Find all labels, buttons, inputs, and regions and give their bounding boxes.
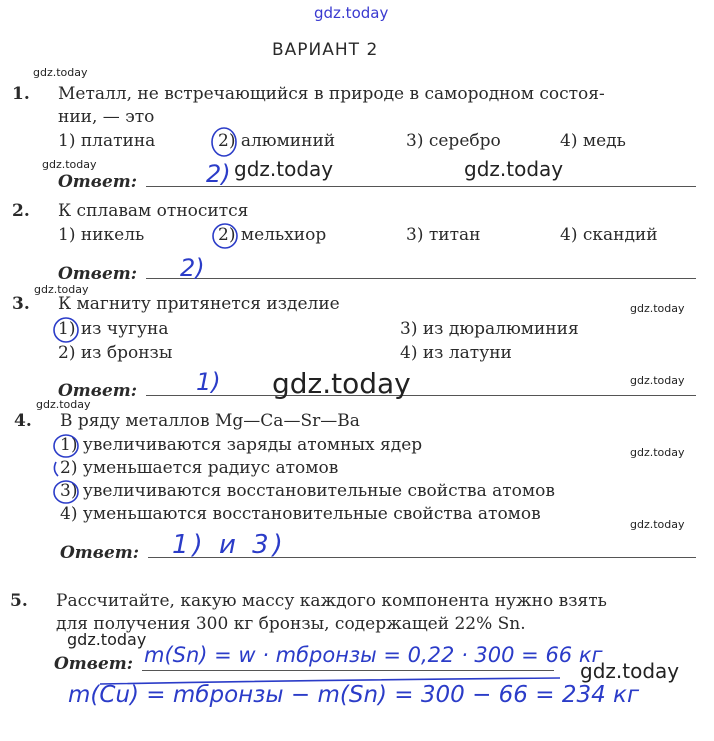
option: 2) из бронзы [58,343,173,363]
question-text: В ряду металлов Mg—Ca—Sr—Ba [60,411,360,431]
option: 2) мельхиор [218,225,327,245]
option: 1) никель [58,225,145,245]
watermark-small: gdz.today [34,283,89,296]
handwritten-answer: 1) и 3) [172,530,287,560]
handwritten-answer: 1) [196,368,221,396]
answer-line [146,278,696,279]
page-title: ВАРИАНТ 2 [272,40,379,60]
watermark-medium: gdz.today [580,659,680,683]
question-number: 3. [12,294,30,314]
watermark-small: gdz.today [630,446,685,459]
handwritten-answer: 2) [206,160,231,188]
option: 3) титан [406,225,481,245]
answer-label: Ответ: [58,381,138,401]
watermark-large: gdz.today [272,367,411,400]
answer-line [142,670,554,671]
handwritten-answer: 2) [180,254,205,282]
option: 2) алюминий [218,131,336,151]
option: 1) из чугуна [58,319,169,339]
option: 4) скандий [560,225,658,245]
watermark-small: gdz.today [630,302,685,315]
watermark-small: gdz.today [42,158,97,171]
handwritten-answer-line-2: m(Cu) = mбронзы − m(Sn) = 300 − 66 = 234 кг [68,682,640,708]
option: 4) из латуни [400,343,512,363]
watermark-medium: gdz.today [234,157,334,181]
answer-label: Ответ: [58,172,138,192]
option: 3) увеличиваются восстановительные свойства атомов [60,481,555,501]
option: 3) серебро [406,131,501,151]
answer-label: Ответ: [58,264,138,284]
question-text: нии, — это [58,107,155,127]
watermark-small: gdz.today [630,374,685,387]
option: 4) уменьшаются восстановительные свойства атомов [60,504,541,524]
answer-label: Ответ: [60,543,140,563]
handwritten-answer-line-1: m(Sn) = w · mбронзы = 0,22 · 300 = 66 кг [144,643,603,667]
watermark-medium: gdz.today [67,630,147,649]
question-number: 1. [12,84,30,104]
question-text: К сплавам относится [58,201,249,221]
option: 1) платина [58,131,156,151]
answer-line [146,395,696,396]
watermark-small: gdz.today [630,518,685,531]
watermark-medium: gdz.today [464,157,564,181]
question-number: 2. [12,201,30,221]
answer-label: Ответ: [54,654,134,674]
circle-mark [54,462,58,476]
option: 3) из дюралюминия [400,319,579,339]
question-text: для получения 300 кг бронзы, содержащей 22% Sn. [56,614,526,634]
question-text: Рассчитайте, какую массу каждого компонента нужно взять [56,591,607,611]
watermark-small: gdz.today [36,398,91,411]
watermark-top: gdz.today [314,4,389,22]
question-number: 4. [14,411,32,431]
question-number: 5. [10,591,28,611]
option: 4) медь [560,131,626,151]
question-text: Металл, не встречающийся в природе в самородном состоя- [58,84,605,104]
watermark-small: gdz.today [33,66,88,79]
option: 2) уменьшается радиус атомов [60,458,339,478]
question-text: К магниту притянется изделие [58,294,340,314]
option: 1) увеличиваются заряды атомных ядер [60,435,423,455]
